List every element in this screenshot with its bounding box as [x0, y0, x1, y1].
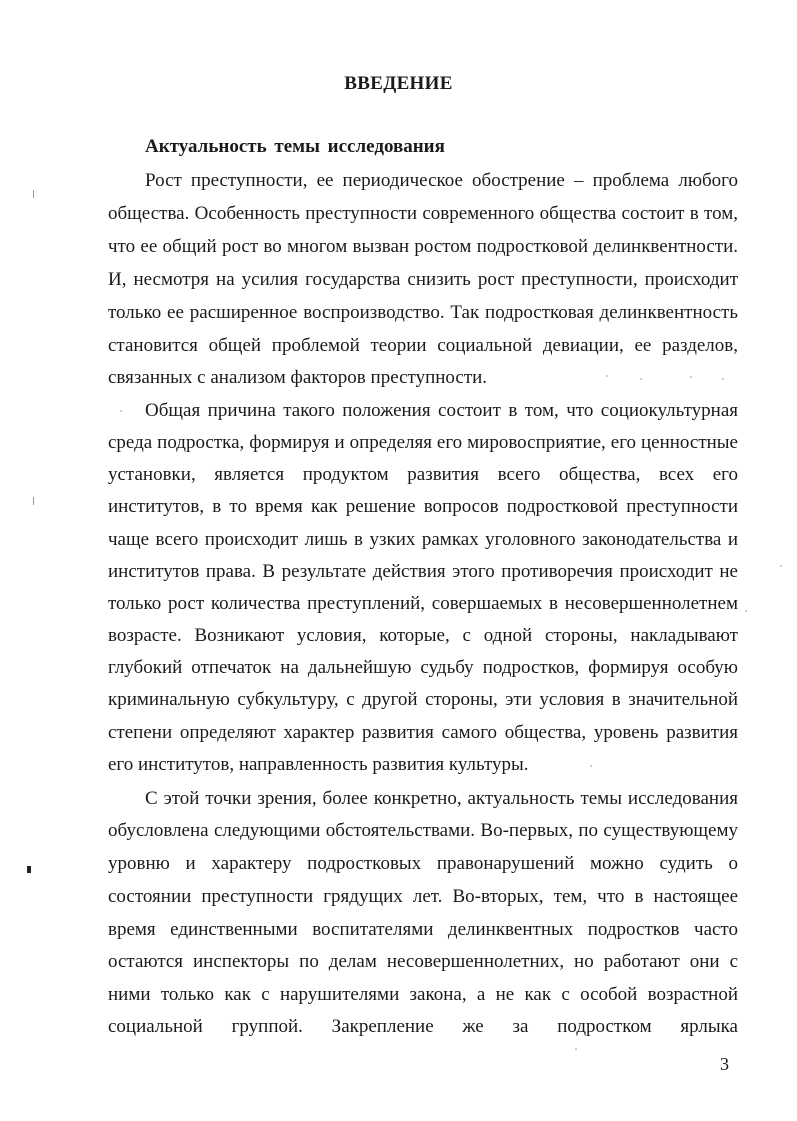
- text-line: его институтов, направленность развития культуры.: [108, 754, 529, 775]
- text-line: институтов, в то время как решение вопросов подростковой преступности: [108, 496, 738, 517]
- scan-mark: [33, 497, 34, 505]
- text-line: ними только как с нарушителями закона, а не как с особой возрастной: [108, 984, 738, 1005]
- text-line: институтов права. В результате действия этого противоречия происходит не: [108, 561, 738, 582]
- text-line: общества. Особенность преступности современного общества состоит в том,: [108, 203, 738, 224]
- text-line: степени определяют характер развития самого общества, уровень развития: [108, 722, 738, 743]
- text-line: социальной группой. Закрепление же за подростком ярлыка: [108, 1016, 738, 1037]
- text-line: что ее общий рост во многом вызван ростом подростковой делинквентности.: [108, 236, 738, 257]
- text-line: возрасте. Возникают условия, которые, с одной стороны, накладывают: [108, 625, 738, 646]
- page-title: ВВЕДЕНИЕ: [344, 73, 453, 94]
- scan-speck: [606, 375, 608, 377]
- text-line: обусловлена следующими обстоятельствами. Во-первых, по существующему: [108, 820, 738, 841]
- text-line: только ее расширенное воспроизводство. Так подростковая делинквентность: [108, 302, 738, 323]
- scan-speck: [780, 565, 782, 567]
- scan-mark: [33, 190, 34, 198]
- text-line: И, несмотря на усилия государства снизить рост преступности, происходит: [108, 269, 738, 290]
- text-line: Рост преступности, ее периодическое обострение – проблема любого: [145, 170, 738, 191]
- text-line: С этой точки зрения, более конкретно, актуальность темы исследования: [145, 788, 738, 809]
- text-line: установки, является продуктом развития всего общества, всех его: [108, 464, 738, 485]
- text-line: время единственными воспитателями делинквентных подростков часто: [108, 919, 738, 940]
- scan-mark: [27, 866, 31, 873]
- scan-speck: [575, 1048, 577, 1050]
- text-line: остаются инспекторы по делам несовершеннолетних, но работают они с: [108, 951, 738, 972]
- text-line: только рост количества преступлений, совершаемых в несовершеннолетнем: [108, 593, 738, 614]
- scan-speck: [590, 765, 592, 767]
- text-line: криминальную субкультуру, с другой стороны, эти условия в значительной: [108, 689, 738, 710]
- text-line: состоянии преступности грядущих лет. Во-вторых, тем, что в настоящее: [108, 886, 738, 907]
- scan-speck: [722, 378, 724, 380]
- text-line: уровню и характеру подростковых правонарушений можно судить о: [108, 853, 738, 874]
- text-line: становится общей проблемой теории социальной девиации, ее разделов,: [108, 335, 738, 356]
- scan-speck: [120, 410, 122, 412]
- scan-speck: [690, 376, 692, 378]
- scan-speck: [745, 610, 747, 612]
- text-line: Общая причина такого положения состоит в том, что социокультурная: [145, 400, 738, 421]
- text-line: глубокий отпечаток на дальнейшую судьбу подростков, формируя особую: [108, 657, 738, 678]
- page-number: 3: [720, 1054, 729, 1074]
- section-heading: Актуальность темы исследования: [145, 136, 445, 157]
- scan-speck: [640, 378, 642, 380]
- text-line: связанных с анализом факторов преступности.: [108, 367, 488, 388]
- text-line: чаще всего происходит лишь в узких рамках уголовного законодательства и: [108, 529, 738, 550]
- text-line: среда подростка, формируя и определяя его мировосприятие, его ценностные: [108, 432, 738, 453]
